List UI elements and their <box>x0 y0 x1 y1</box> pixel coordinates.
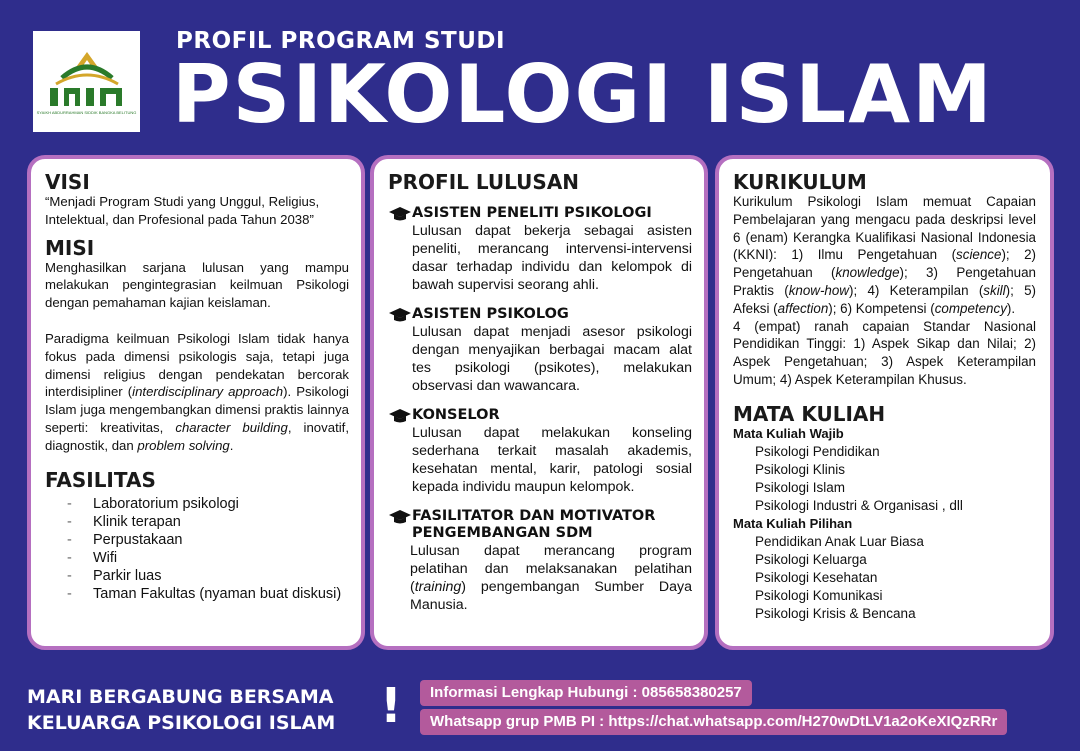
job-title: FASILITATOR DAN MOTIVATOR PENGEMBANGAN SDM <box>412 508 656 541</box>
list-item: - Wifi <box>67 549 118 566</box>
visi-heading: VISI <box>45 170 90 194</box>
kurikulum-snpt-text: 4 (empat) ranah capaian Standar Nasional Pendidikan Tinggi: 1) Aspek Sikap dan Nilai; 2) Aspek Pengetahuan; 3) Aspek Keterampilan Umum; 4) Aspek Keterampilan Khusus. <box>733 318 1036 387</box>
list-item: - Klinik terapan <box>67 513 181 530</box>
misi-text: Menghasilkan sarjana lulusan yang mampu melakukan pengintegrasian keilmuan Psikologi dengan pemahaman kajian keislaman. <box>45 259 349 311</box>
list-item: Psikologi Islam <box>755 479 846 495</box>
contact-info: Informasi Lengkap Hubungi : 085658380257 <box>420 680 752 706</box>
job-item <box>388 407 692 496</box>
list-item: Psikologi Pendidikan <box>755 443 880 459</box>
job-item <box>388 508 692 614</box>
job-desc: Lulusan dapat merancang program pelatihan dan melaksanakan pelatihan (training) pengembangan Sumber Daya Manusia. <box>410 543 692 613</box>
exclamation-mark: ! <box>380 678 402 734</box>
fasilitas-heading: FASILITAS <box>45 467 156 492</box>
mata-kuliah-wajib-label: Mata Kuliah Wajib <box>733 425 844 441</box>
kurikulum-panel <box>715 155 1054 650</box>
list-item: - Laboratorium psikologi <box>67 495 239 512</box>
cta-line-1: MARI BERGABUNG BERSAMA <box>27 686 334 708</box>
misi-heading: MISI <box>45 235 95 260</box>
list-item: Psikologi Komunikasi <box>755 587 883 603</box>
job-desc: Lulusan dapat bekerja sebagai asisten peneliti, merancang intervensi-intervensi dasar terhadap individu dan kelompok di bawah supervisi seorang ahli. <box>412 223 692 293</box>
job-item <box>388 205 692 294</box>
profil-lulusan-panel <box>370 155 708 650</box>
graduation-cap-icon <box>388 206 412 222</box>
kurikulum-text: Kurikulum Psikologi Islam memuat Capaian Pembelajaran yang mengacu pada deskripsi level 6 (enam) Kerangka Kualifikasi Nasional Indonesia (KKNI): 1) Ilmu Pengetahuan (science); 2) Pengetahuan (knowledge); 3) Pengetahuan Praktis (know-how); 4) Keterampilan (skill); 5) Afeksi (affection); 6) Kompetensi (competency). <box>733 194 1037 316</box>
list-item: Psikologi Kesehatan <box>755 569 878 585</box>
list-item: Psikologi Krisis & Bencana <box>755 605 916 621</box>
graduation-cap-icon <box>388 408 412 424</box>
visi-text: “Menjadi Program Studi yang Unggul, Religius, Intelektual, dan Profesional pada Tahun 2038” <box>45 194 320 227</box>
list-item: - Parkir luas <box>67 567 162 584</box>
visi-misi-panel <box>27 155 365 650</box>
list-item: Psikologi Klinis <box>755 461 846 477</box>
list-item: - Taman Fakultas (nyaman buat diskusi) <box>67 585 342 602</box>
fasilitas-list <box>45 495 349 603</box>
mata-kuliah-heading: MATA KULIAH <box>733 401 886 426</box>
call-to-action <box>27 684 335 736</box>
graduation-cap-icon <box>388 307 412 323</box>
job-item <box>388 306 692 395</box>
profil-heading: PROFIL LULUSAN <box>388 170 580 194</box>
graduation-cap-icon <box>388 509 412 525</box>
mata-kuliah-pilihan-label: Mata Kuliah Pilihan <box>733 515 853 531</box>
job-title: KONSELOR <box>412 407 500 423</box>
job-desc: Lulusan dapat menjadi asesor psikologi dengan menyajikan berbagai macam alat tes psikologi (psikotes), melakukan observasi dan wawancara. <box>412 324 692 394</box>
logo-subtext: SYAIKH ABDURRAHMAN SIDDIK BANGKA BELITUNG <box>36 110 137 115</box>
mosque-logo-icon <box>42 48 132 108</box>
job-title: ASISTEN PSIKOLOG <box>412 306 569 322</box>
institution-logo <box>33 31 140 132</box>
page-title: PSIKOLOGI ISLAM <box>172 48 994 141</box>
kurikulum-heading: KURIKULUM <box>733 170 867 194</box>
page-subtitle: PROFIL PROGRAM STUDI <box>176 28 506 54</box>
list-item: Pendidikan Anak Luar Biasa <box>755 533 924 549</box>
job-title: ASISTEN PENELITI PSIKOLOGI <box>412 205 652 221</box>
list-item: Psikologi Industri & Organisasi , dll <box>755 497 963 513</box>
list-item: Psikologi Keluarga <box>755 551 867 567</box>
paradigm-text: Paradigma keilmuan Psikologi Islam tidak hanya fokus pada dimensi psikologis saja, tetapi juga dimensi religius dengan pendekatan bercorak interdisipliner (interdisciplinary approach). Psikologi Islam juga mengembangkan dimensi praktis lainnya seperti: kreativitas, character building, inovatif, diagnostik, dan problem solving. <box>45 330 349 453</box>
whatsapp-link[interactable]: Whatsapp grup PMB PI : https://chat.whatsapp.com/H270wDtLV1a2oKeXIQzRRr <box>420 709 1007 735</box>
cta-line-2: KELUARGA PSIKOLOGI ISLAM <box>27 712 336 734</box>
job-desc: Lulusan dapat melakukan konseling sederhana terkait masalah akademis, kesehatan mental, karir, patologi sosial kepada individu maupun kelompok. <box>412 425 692 495</box>
list-item: - Perpustakaan <box>67 531 183 548</box>
